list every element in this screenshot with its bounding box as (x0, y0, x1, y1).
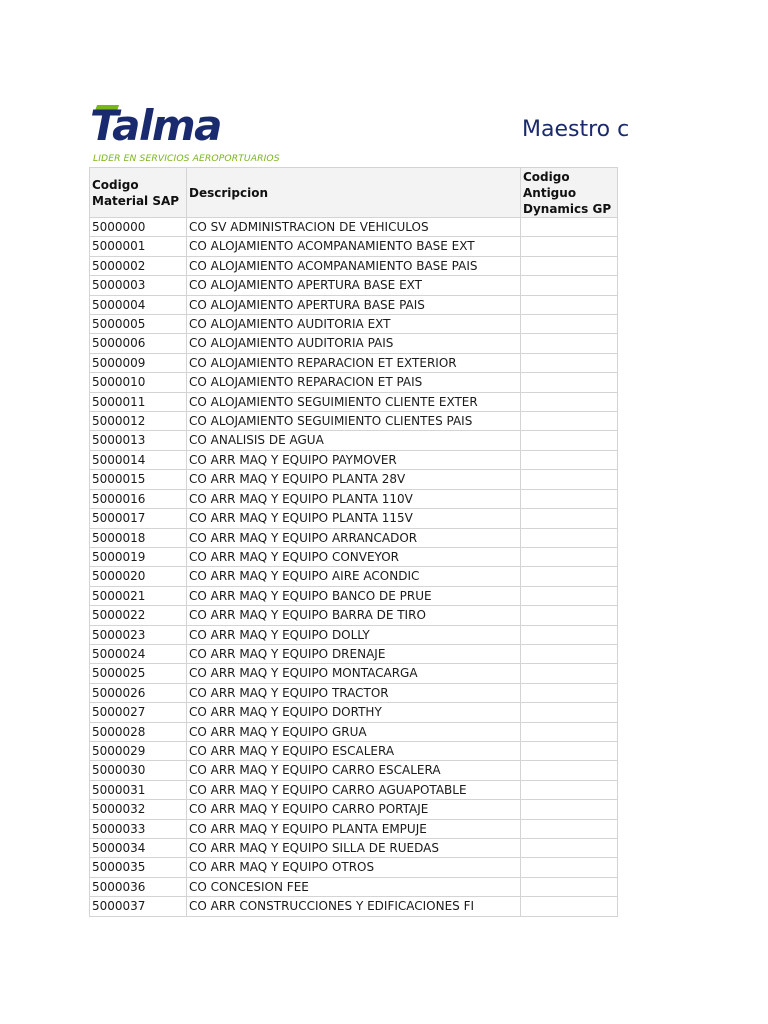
cell-descripcion: CO ALOJAMIENTO SEGUIMIENTO CLIENTE EXTER (187, 392, 521, 411)
cell-codigo-antiguo (521, 431, 618, 450)
cell-codigo-material: 5000012 (90, 412, 187, 431)
table-row (90, 489, 618, 508)
table-row (90, 392, 618, 411)
cell-descripcion: CO ARR MAQ Y EQUIPO SILLA DE RUEDAS (187, 839, 521, 858)
table-row (90, 586, 618, 605)
cell-codigo-material: 5000033 (90, 819, 187, 838)
table-row (90, 819, 618, 838)
cell-codigo-material: 5000025 (90, 664, 187, 683)
table-row (90, 509, 618, 528)
cell-codigo-material: 5000030 (90, 761, 187, 780)
cell-descripcion: CO ARR MAQ Y EQUIPO PLANTA 115V (187, 509, 521, 528)
table-row (90, 897, 618, 916)
table-row (90, 528, 618, 547)
cell-codigo-antiguo (521, 664, 618, 683)
cell-descripcion: CO ALOJAMIENTO REPARACION ET EXTERIOR (187, 353, 521, 372)
cell-codigo-antiguo (521, 877, 618, 896)
cell-descripcion: CO ARR MAQ Y EQUIPO OTROS (187, 858, 521, 877)
cell-descripcion: CO ARR MAQ Y EQUIPO CARRO ESCALERA (187, 761, 521, 780)
cell-descripcion: CO ALOJAMIENTO AUDITORIA PAIS (187, 334, 521, 353)
table-row (90, 295, 618, 314)
cell-codigo-material: 5000023 (90, 625, 187, 644)
table-row (90, 470, 618, 489)
cell-codigo-material: 5000036 (90, 877, 187, 896)
cell-codigo-antiguo (521, 392, 618, 411)
logo-wordmark: Talma (90, 101, 222, 150)
cell-descripcion: CO ARR MAQ Y EQUIPO BARRA DE TIRO (187, 606, 521, 625)
talma-logo (90, 98, 290, 168)
cell-descripcion: CO ALOJAMIENTO APERTURA BASE EXT (187, 276, 521, 295)
cell-descripcion: CO ALOJAMIENTO REPARACION ET PAIS (187, 373, 521, 392)
cell-codigo-antiguo (521, 412, 618, 431)
table-row (90, 567, 618, 586)
cell-descripcion: CO ARR MAQ Y EQUIPO BANCO DE PRUE (187, 586, 521, 605)
cell-codigo-antiguo (521, 586, 618, 605)
cell-descripcion: CO SV ADMINISTRACION DE VEHICULOS (187, 218, 521, 237)
cell-descripcion: CO ARR MAQ Y EQUIPO TRACTOR (187, 683, 521, 702)
cell-codigo-material: 5000020 (90, 567, 187, 586)
cell-descripcion: CO ANALISIS DE AGUA (187, 431, 521, 450)
cell-codigo-material: 5000013 (90, 431, 187, 450)
cell-codigo-antiguo (521, 567, 618, 586)
cell-descripcion: CO ARR MAQ Y EQUIPO PLANTA 28V (187, 470, 521, 489)
table-row (90, 877, 618, 896)
cell-codigo-material: 5000001 (90, 237, 187, 256)
cell-codigo-antiguo (521, 780, 618, 799)
table-row (90, 644, 618, 663)
cell-codigo-antiguo (521, 295, 618, 314)
document-title: Maestro c (522, 117, 630, 142)
table-row (90, 839, 618, 858)
cell-codigo-antiguo (521, 353, 618, 372)
table-row (90, 547, 618, 566)
cell-codigo-material: 5000026 (90, 683, 187, 702)
cell-codigo-material: 5000032 (90, 800, 187, 819)
cell-descripcion: CO ARR MAQ Y EQUIPO PLANTA 110V (187, 489, 521, 508)
cell-codigo-material: 5000018 (90, 528, 187, 547)
cell-codigo-antiguo (521, 897, 618, 916)
header-row (90, 168, 618, 218)
table-row (90, 353, 618, 372)
table-row (90, 606, 618, 625)
cell-codigo-material: 5000014 (90, 450, 187, 469)
cell-codigo-antiguo (521, 722, 618, 741)
cell-codigo-antiguo (521, 800, 618, 819)
cell-codigo-material: 5000016 (90, 489, 187, 508)
cell-codigo-antiguo (521, 218, 618, 237)
materials-table (89, 167, 618, 917)
table-header (90, 168, 618, 218)
cell-descripcion: CO ALOJAMIENTO APERTURA BASE PAIS (187, 295, 521, 314)
cell-codigo-antiguo (521, 334, 618, 353)
cell-codigo-antiguo (521, 256, 618, 275)
table-row (90, 664, 618, 683)
cell-codigo-antiguo (521, 761, 618, 780)
table-row (90, 858, 618, 877)
cell-codigo-antiguo (521, 703, 618, 722)
table-row (90, 780, 618, 799)
cell-descripcion: CO ARR MAQ Y EQUIPO PAYMOVER (187, 450, 521, 469)
cell-codigo-antiguo (521, 741, 618, 760)
cell-descripcion: CO ALOJAMIENTO SEGUIMIENTO CLIENTES PAIS (187, 412, 521, 431)
cell-descripcion: CO ARR CONSTRUCCIONES Y EDIFICACIONES FI (187, 897, 521, 916)
cell-descripcion: CO ARR MAQ Y EQUIPO CARRO PORTAJE (187, 800, 521, 819)
cell-codigo-antiguo (521, 373, 618, 392)
header-codigo-antiguo: Codigo Antiguo Dynamics GP (521, 168, 618, 218)
table-row (90, 334, 618, 353)
table-row (90, 237, 618, 256)
table-row (90, 315, 618, 334)
table-row (90, 722, 618, 741)
cell-codigo-material: 5000019 (90, 547, 187, 566)
cell-descripcion: CO ALOJAMIENTO ACOMPANAMIENTO BASE EXT (187, 237, 521, 256)
table-row (90, 256, 618, 275)
logo-tagline: LIDER EN SERVICIOS AEROPORTUARIOS (93, 153, 280, 164)
cell-codigo-material: 5000004 (90, 295, 187, 314)
cell-codigo-material: 5000037 (90, 897, 187, 916)
cell-descripcion: CO ARR MAQ Y EQUIPO DOLLY (187, 625, 521, 644)
table-row (90, 761, 618, 780)
cell-codigo-material: 5000022 (90, 606, 187, 625)
cell-descripcion: CO ARR MAQ Y EQUIPO DRENAJE (187, 644, 521, 663)
cell-codigo-antiguo (521, 509, 618, 528)
cell-codigo-antiguo (521, 237, 618, 256)
cell-codigo-antiguo (521, 276, 618, 295)
cell-codigo-antiguo (521, 625, 618, 644)
table-row (90, 373, 618, 392)
header-descripcion: Descripcion (187, 168, 521, 218)
cell-codigo-material: 5000017 (90, 509, 187, 528)
cell-codigo-antiguo (521, 606, 618, 625)
cell-descripcion: CO ALOJAMIENTO ACOMPANAMIENTO BASE PAIS (187, 256, 521, 275)
cell-descripcion: CO ARR MAQ Y EQUIPO GRUA (187, 722, 521, 741)
cell-codigo-material: 5000027 (90, 703, 187, 722)
table-body (90, 218, 618, 917)
cell-descripcion: CO CONCESION FEE (187, 877, 521, 896)
table-row (90, 431, 618, 450)
table-row (90, 625, 618, 644)
cell-codigo-antiguo (521, 528, 618, 547)
table-row (90, 412, 618, 431)
cell-codigo-material: 5000006 (90, 334, 187, 353)
cell-codigo-material: 5000029 (90, 741, 187, 760)
table-row (90, 703, 618, 722)
cell-codigo-antiguo (521, 683, 618, 702)
cell-descripcion: CO ARR MAQ Y EQUIPO ESCALERA (187, 741, 521, 760)
cell-codigo-antiguo (521, 819, 618, 838)
cell-descripcion: CO ARR MAQ Y EQUIPO AIRE ACONDIC (187, 567, 521, 586)
cell-codigo-material: 5000002 (90, 256, 187, 275)
cell-codigo-material: 5000035 (90, 858, 187, 877)
cell-codigo-material: 5000024 (90, 644, 187, 663)
cell-codigo-material: 5000000 (90, 218, 187, 237)
cell-descripcion: CO ARR MAQ Y EQUIPO ARRANCADOR (187, 528, 521, 547)
cell-codigo-antiguo (521, 858, 618, 877)
cell-codigo-material: 5000005 (90, 315, 187, 334)
cell-descripcion: CO ARR MAQ Y EQUIPO CARRO AGUAPOTABLE (187, 780, 521, 799)
cell-codigo-antiguo (521, 547, 618, 566)
table-row (90, 218, 618, 237)
cell-codigo-antiguo (521, 315, 618, 334)
cell-codigo-material: 5000031 (90, 780, 187, 799)
cell-codigo-material: 5000010 (90, 373, 187, 392)
cell-codigo-antiguo (521, 489, 618, 508)
table-row (90, 450, 618, 469)
table-row (90, 683, 618, 702)
cell-codigo-antiguo (521, 450, 618, 469)
table-row (90, 741, 618, 760)
cell-codigo-material: 5000021 (90, 586, 187, 605)
cell-codigo-antiguo (521, 839, 618, 858)
cell-descripcion: CO ARR MAQ Y EQUIPO DORTHY (187, 703, 521, 722)
cell-codigo-material: 5000009 (90, 353, 187, 372)
cell-codigo-antiguo (521, 644, 618, 663)
cell-codigo-antiguo (521, 470, 618, 489)
header-codigo-material-sap: Codigo Material SAP (90, 168, 187, 218)
cell-codigo-material: 5000011 (90, 392, 187, 411)
cell-descripcion: CO ALOJAMIENTO AUDITORIA EXT (187, 315, 521, 334)
cell-codigo-material: 5000003 (90, 276, 187, 295)
table-row (90, 276, 618, 295)
cell-descripcion: CO ARR MAQ Y EQUIPO MONTACARGA (187, 664, 521, 683)
cell-codigo-material: 5000028 (90, 722, 187, 741)
cell-descripcion: CO ARR MAQ Y EQUIPO PLANTA EMPUJE (187, 819, 521, 838)
cell-descripcion: CO ARR MAQ Y EQUIPO CONVEYOR (187, 547, 521, 566)
cell-codigo-material: 5000034 (90, 839, 187, 858)
cell-codigo-material: 5000015 (90, 470, 187, 489)
table-row (90, 800, 618, 819)
